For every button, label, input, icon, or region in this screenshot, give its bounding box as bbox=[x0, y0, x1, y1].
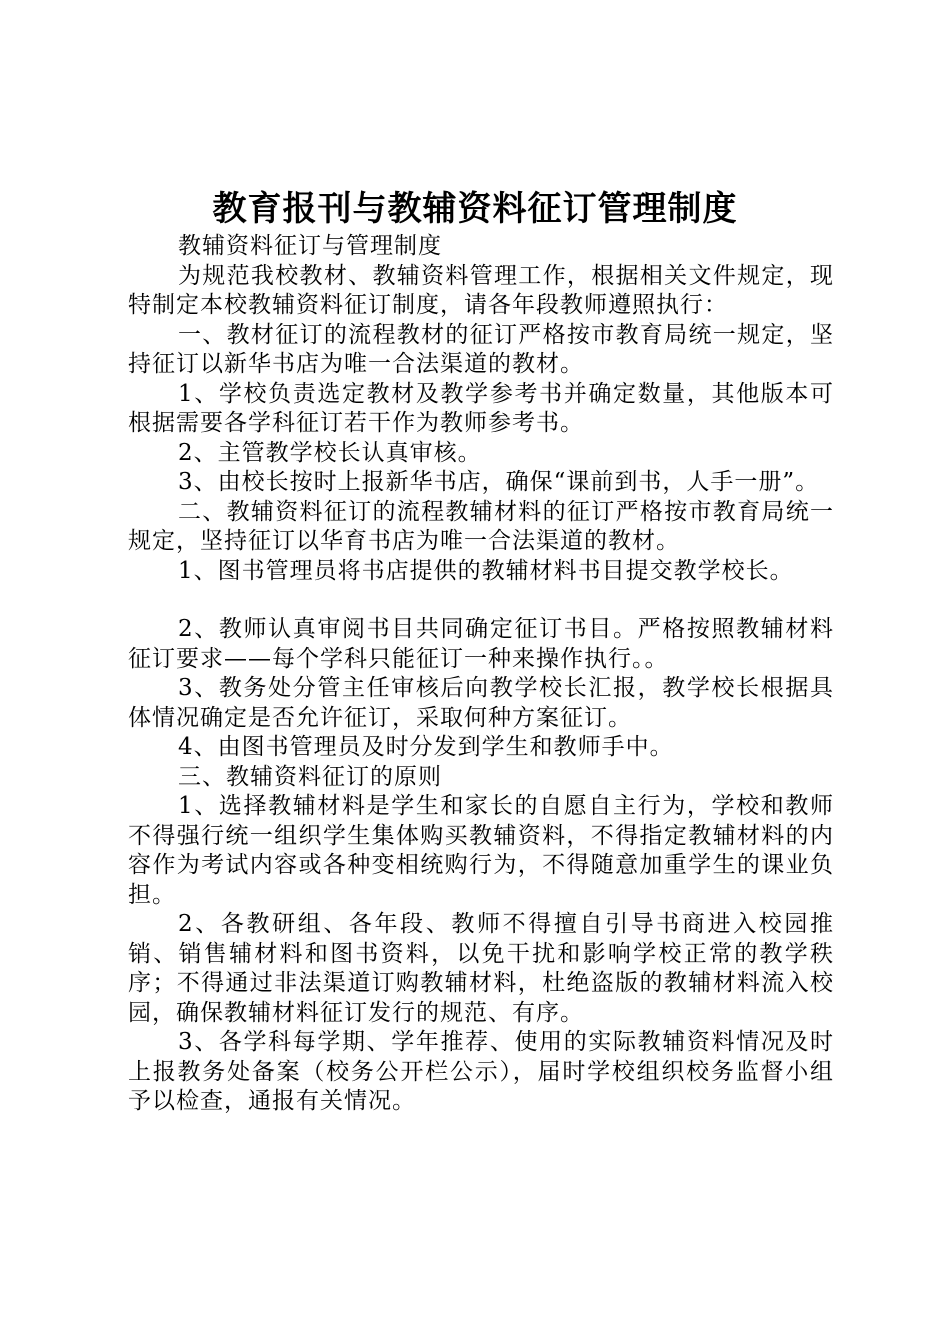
paragraph-item: 3、各学科每学期、学年推荐、使用的实际教辅资料情况及时上报教务处备案（校务公开栏公示），届时学校组织校务监督小组予以检查，通报有关情况。 bbox=[128, 1029, 834, 1114]
document-body bbox=[128, 232, 834, 1117]
paragraph-section-2: 二、教辅资料征订的流程教辅材料的征订严格按市教育局统一规定，坚持征订以华育书店为唯一合法渠道的教材。 bbox=[128, 498, 834, 554]
paragraph-item: 3、由校长按时上报新华书店，确保“课前到书，人手一册”。 bbox=[178, 469, 820, 495]
paragraph-item: 2、主管教学校长认真审核。 bbox=[178, 439, 482, 466]
paragraph-item: 2、教师认真审阅书目共同确定征订书目。严格按照教辅材料征订要求——每个学科只能征订一种来操作执行。。 bbox=[128, 616, 834, 672]
paragraph-item: 1、选择教辅材料是学生和家长的自愿自主行为，学校和教师不得强行统一组织学生集体购买教辅资料，不得指定教辅材料的内容作为考试内容或各种变相统购行为，不得随意加重学生的课业负担。 bbox=[128, 793, 834, 908]
paragraph-item: 2、各教研组、各年段、教师不得擅自引导书商进入校园推销、销售辅材料和图书资料，以免干扰和影响学校正常的教学秩序；不得通过非法渠道订购教辅材料，杜绝盗版的教辅材料流入校园，确保教辅材料征订发行的规范、有序。 bbox=[128, 911, 834, 1026]
paragraph-item: 4、由图书管理员及时分发到学生和教师手中。 bbox=[178, 734, 674, 760]
paragraph-section-3: 三、教辅资料征订的原则 bbox=[178, 763, 442, 790]
paragraph-intro: 为规范我校教材、教辅资料管理工作，根据相关文件规定，现特制定本校教辅资料征订制度，请各年段教师遵照执行： bbox=[128, 262, 834, 318]
paragraph-item: 3、教务处分管主任审核后向教学校长汇报，教学校长根据具体情况确定是否允许征订，采取何种方案征订。 bbox=[128, 675, 834, 731]
paragraph-subtitle: 教辅资料征订与管理制度 bbox=[178, 233, 442, 259]
document-title: 教育报刊与教辅资料征订管理制度 bbox=[212, 189, 738, 229]
paragraph-item: 1、图书管理员将书店提供的教辅材料书目提交教学校长。 bbox=[178, 557, 794, 584]
paragraph-item: 1、学校负责选定教材及教学参考书并确定数量，其他版本可根据需要各学科征订若干作为教师参考书。 bbox=[128, 380, 834, 436]
paragraph-section-1: 一、教材征订的流程教材的征订严格按市教育局统一规定，坚持征订以新华书店为唯一合法渠道的教材。 bbox=[128, 321, 834, 377]
